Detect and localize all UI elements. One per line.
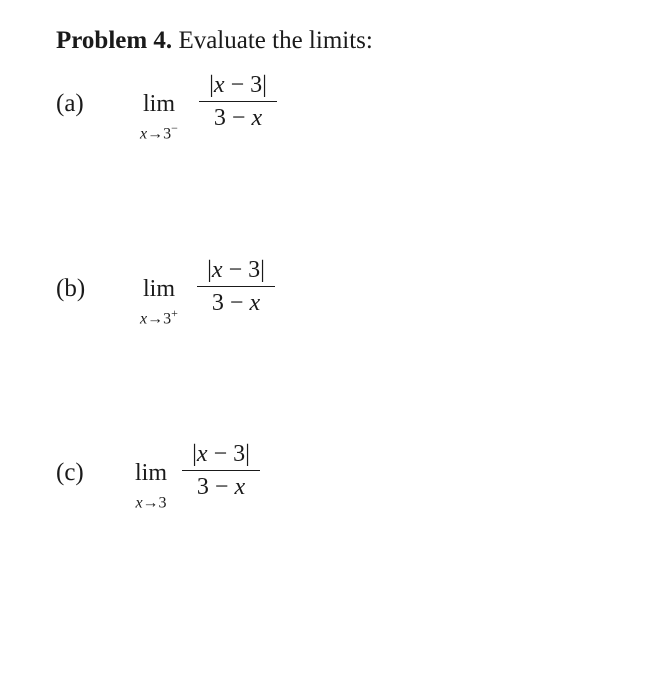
lim-subscript: x→3− [140,121,178,143]
part-b-fraction [197,257,275,316]
lim-operator: lim [134,460,167,486]
part-c-label: (c) [56,459,84,486]
denominator: 3 − x [211,290,261,316]
problem-label: Problem 4. [56,27,173,54]
part-c [0,441,668,521]
lim-operator: lim [142,276,175,302]
part-a-label: (a) [56,90,84,117]
part-a [0,72,668,152]
part-c-limit [126,461,176,512]
part-a-fraction [199,72,277,131]
lim-operator: lim [142,91,175,117]
problem-instruction: Evaluate the limits: [178,27,373,54]
numerator: |x − 3| [199,72,277,102]
part-c-fraction [182,441,260,500]
part-a-limit [128,92,190,143]
lim-subscript: x→3 [135,494,167,512]
part-b [0,257,668,337]
denominator: 3 − x [213,105,263,131]
part-b-limit [128,277,190,328]
numerator: |x − 3| [182,441,260,471]
problem-heading [56,26,373,56]
denominator: 3 − x [196,474,246,500]
lim-subscript: x→3+ [140,306,178,328]
part-b-label: (b) [56,275,86,302]
numerator: |x − 3| [197,257,275,287]
